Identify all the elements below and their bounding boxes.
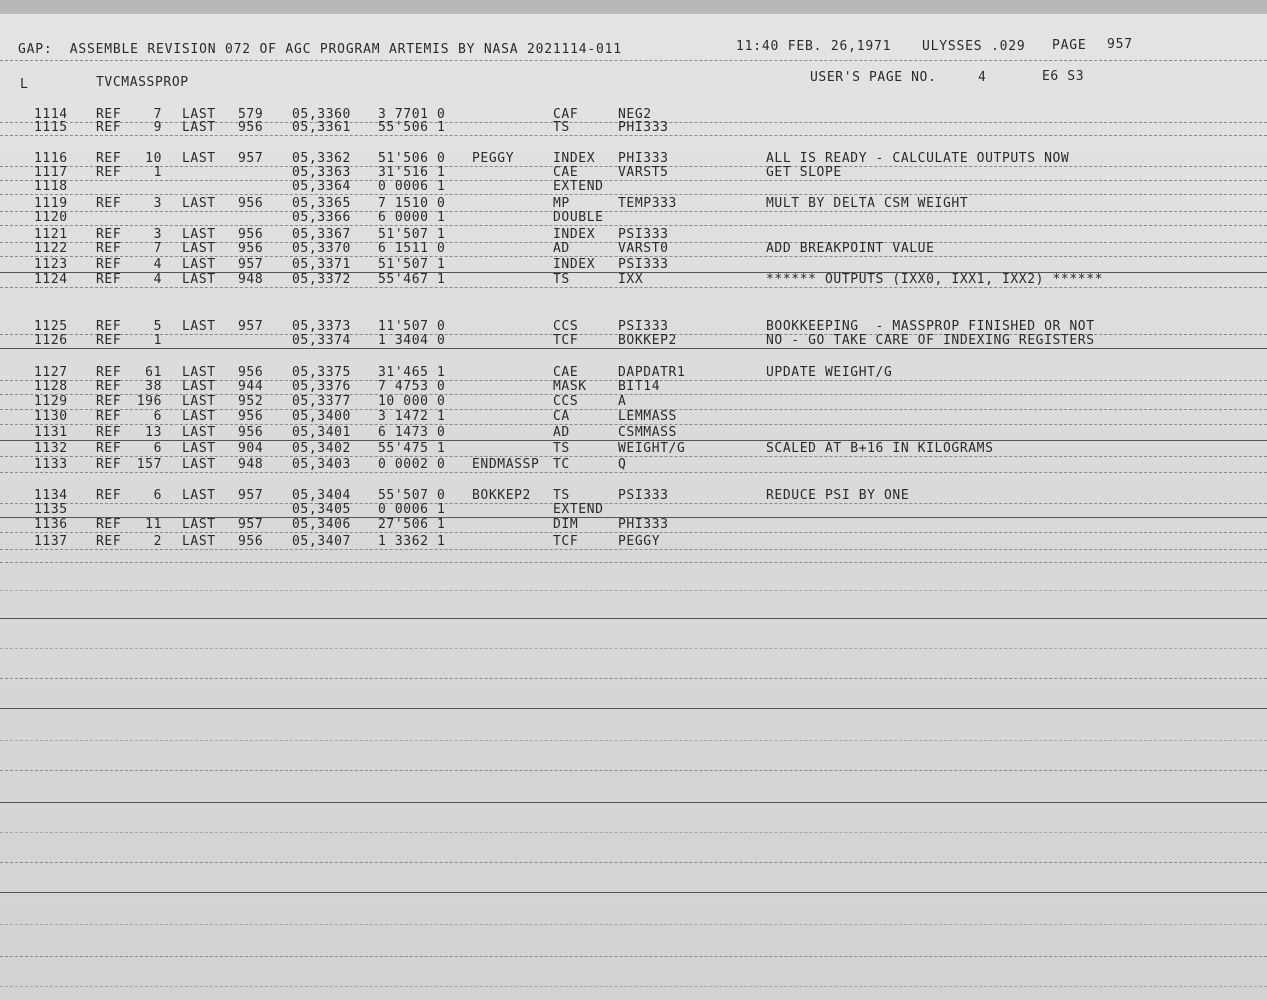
last-page: 957 (238, 257, 264, 272)
address: 05,3407 (292, 534, 351, 549)
line-number: 1128 (34, 379, 68, 394)
last-label: LAST (182, 534, 216, 549)
address: 05,3405 (292, 502, 351, 517)
row-rule (0, 180, 1267, 181)
last-page: 956 (238, 409, 264, 424)
octal-word: 6 1511 0 (378, 241, 446, 256)
comment: REDUCE PSI BY ONE (766, 488, 910, 503)
line-number: 1118 (34, 179, 68, 194)
address: 05,3377 (292, 394, 351, 409)
address: 05,3364 (292, 179, 351, 194)
row-rule (0, 348, 1267, 349)
comment: ADD BREAKPOINT VALUE (766, 241, 935, 256)
row-rule (0, 532, 1267, 533)
opcode: AD (553, 241, 570, 256)
opcode: TC (553, 457, 570, 472)
octal-word: 1 3404 0 (378, 333, 446, 348)
row-rule (0, 503, 1267, 504)
address: 05,3376 (292, 379, 351, 394)
last-page: 956 (238, 120, 264, 135)
address: 05,3363 (292, 165, 351, 180)
ref-count: 1 (153, 333, 162, 348)
ref-count: 1 (153, 165, 162, 180)
last-label: LAST (182, 425, 216, 440)
row-rule (0, 194, 1267, 195)
opcode: CAF (553, 107, 579, 122)
line-number: 1126 (34, 333, 68, 348)
opcode: DOUBLE (553, 210, 604, 225)
last-page: 956 (238, 534, 264, 549)
comment: NO - GO TAKE CARE OF INDEXING REGISTERS (766, 333, 1095, 348)
row-rule (0, 549, 1267, 550)
paper-rule (0, 590, 1267, 591)
opcode: INDEX (553, 257, 596, 272)
ref-count: 3 (153, 227, 162, 242)
opcode: INDEX (553, 151, 596, 166)
address: 05,3365 (292, 196, 351, 211)
column-letter: L (20, 77, 29, 92)
operand: CSMMASS (618, 425, 677, 440)
address: 05,3403 (292, 457, 351, 472)
last-label: LAST (182, 365, 216, 380)
address: 05,3370 (292, 241, 351, 256)
ref-label: REF (96, 441, 122, 456)
octal-word: 51'506 0 (378, 151, 446, 166)
last-label: LAST (182, 319, 216, 334)
last-page: 948 (238, 457, 264, 472)
octal-word: 3 1472 1 (378, 409, 446, 424)
last-page: 904 (238, 441, 264, 456)
octal-word: 31'516 1 (378, 165, 446, 180)
comment: ALL IS READY - CALCULATE OUTPUTS NOW (766, 151, 1070, 166)
paper-rule (0, 802, 1267, 803)
comment: UPDATE WEIGHT/G (766, 365, 893, 380)
header-rule (0, 60, 1267, 61)
address: 05,3375 (292, 365, 351, 380)
octal-word: 55'475 1 (378, 441, 446, 456)
last-label: LAST (182, 196, 216, 211)
address: 05,3361 (292, 120, 351, 135)
address: 05,3367 (292, 227, 351, 242)
line-number: 1133 (34, 457, 68, 472)
paper-rule (0, 562, 1267, 563)
last-page: 952 (238, 394, 264, 409)
opcode: TS (553, 441, 570, 456)
paper-rule (0, 956, 1267, 957)
last-label: LAST (182, 151, 216, 166)
opcode: CCS (553, 319, 579, 334)
last-label: LAST (182, 107, 216, 122)
line-number: 1114 (34, 107, 68, 122)
ref-label: REF (96, 241, 122, 256)
symbol-label: BOKKEP2 (472, 488, 531, 503)
row-rule (0, 287, 1267, 288)
opcode: TS (553, 272, 570, 287)
operand: TEMP333 (618, 196, 677, 211)
octal-word: 1 3362 1 (378, 534, 446, 549)
operand: PSI333 (618, 227, 669, 242)
opcode: TS (553, 120, 570, 135)
opcode: CCS (553, 394, 579, 409)
ref-label: REF (96, 319, 122, 334)
row-rule (0, 472, 1267, 473)
last-label: LAST (182, 120, 216, 135)
ref-label: REF (96, 272, 122, 287)
ref-count: 6 (153, 409, 162, 424)
ref-count: 4 (153, 272, 162, 287)
ref-count: 196 (136, 394, 162, 409)
operand: PSI333 (618, 488, 669, 503)
ref-label: REF (96, 120, 122, 135)
octal-word: 6 1473 0 (378, 425, 446, 440)
page-number: 957 (1107, 37, 1133, 52)
line-number: 1129 (34, 394, 68, 409)
line-number: 1125 (34, 319, 68, 334)
operand: PSI333 (618, 257, 669, 272)
paper-rule (0, 740, 1267, 741)
opcode: EXTEND (553, 179, 604, 194)
address: 05,3360 (292, 107, 351, 122)
last-page: 957 (238, 319, 264, 334)
ref-label: REF (96, 196, 122, 211)
comment: MULT BY DELTA CSM WEIGHT (766, 196, 969, 211)
last-page: 957 (238, 151, 264, 166)
ref-count: 4 (153, 257, 162, 272)
ref-count: 6 (153, 488, 162, 503)
ref-label: REF (96, 488, 122, 503)
line-number: 1122 (34, 241, 68, 256)
ref-count: 2 (153, 534, 162, 549)
operand: PHI333 (618, 151, 669, 166)
ref-label: REF (96, 333, 122, 348)
line-number: 1137 (34, 534, 68, 549)
line-number: 1115 (34, 120, 68, 135)
ref-label: REF (96, 365, 122, 380)
line-number: 1131 (34, 425, 68, 440)
address: 05,3401 (292, 425, 351, 440)
opcode: INDEX (553, 227, 596, 242)
opcode: CAE (553, 365, 579, 380)
last-page: 579 (238, 107, 264, 122)
ref-label: REF (96, 409, 122, 424)
ref-label: REF (96, 517, 122, 532)
operand: PEGGY (618, 534, 661, 549)
last-label: LAST (182, 394, 216, 409)
opcode: TS (553, 488, 570, 503)
last-label: LAST (182, 241, 216, 256)
octal-word: 7 4753 0 (378, 379, 446, 394)
operand: LEMMASS (618, 409, 677, 424)
line-number: 1127 (34, 365, 68, 380)
line-number: 1136 (34, 517, 68, 532)
ref-label: REF (96, 425, 122, 440)
paper-rule (0, 924, 1267, 925)
paper-rule (0, 832, 1267, 833)
last-label: LAST (182, 257, 216, 272)
operand: WEIGHT/G (618, 441, 686, 456)
operand: Q (618, 457, 627, 472)
opcode: TCF (553, 534, 579, 549)
paper-rule (0, 986, 1267, 987)
last-page: 956 (238, 425, 264, 440)
paper-rule (0, 648, 1267, 649)
row-rule (0, 211, 1267, 212)
ref-label: REF (96, 379, 122, 394)
octal-word: 55'507 0 (378, 488, 446, 503)
last-page: 948 (238, 272, 264, 287)
ref-count: 9 (153, 120, 162, 135)
line-number: 1135 (34, 502, 68, 517)
line-number: 1120 (34, 210, 68, 225)
comment: GET SLOPE (766, 165, 842, 180)
operand: PSI333 (618, 319, 669, 334)
last-page: 956 (238, 365, 264, 380)
ref-count: 13 (145, 425, 162, 440)
paper-rule (0, 892, 1267, 893)
address: 05,3402 (292, 441, 351, 456)
line-number: 1117 (34, 165, 68, 180)
last-page: 956 (238, 227, 264, 242)
last-label: LAST (182, 409, 216, 424)
comment: BOOKKEEPING - MASSPROP FINISHED OR NOT (766, 319, 1095, 334)
last-page: 957 (238, 488, 264, 503)
line-number: 1119 (34, 196, 68, 211)
octal-word: 55'467 1 (378, 272, 446, 287)
address: 05,3374 (292, 333, 351, 348)
assembly-title: GAP: ASSEMBLE REVISION 072 OF AGC PROGRAM ARTEMIS BY NASA 2021114-011 (18, 42, 622, 57)
paper-rule (0, 862, 1267, 863)
paper-rule (0, 708, 1267, 709)
octal-word: 0 0006 1 (378, 179, 446, 194)
opcode: CA (553, 409, 570, 424)
address: 05,3404 (292, 488, 351, 503)
operand: BOKKEP2 (618, 333, 677, 348)
comment: ****** OUTPUTS (IXX0, IXX1, IXX2) ****** (766, 272, 1104, 287)
ref-count: 11 (145, 517, 162, 532)
comment: SCALED AT B+16 IN KILOGRAMS (766, 441, 994, 456)
users-page-label: USER'S PAGE NO. (810, 70, 937, 85)
ref-count: 7 (153, 241, 162, 256)
opcode: AD (553, 425, 570, 440)
opcode: EXTEND (553, 502, 604, 517)
last-label: LAST (182, 441, 216, 456)
opcode: MASK (553, 379, 587, 394)
line-number: 1123 (34, 257, 68, 272)
ref-label: REF (96, 227, 122, 242)
octal-word: 51'507 1 (378, 257, 446, 272)
ref-label: REF (96, 151, 122, 166)
address: 05,3406 (292, 517, 351, 532)
ref-count: 6 (153, 441, 162, 456)
ref-label: REF (96, 394, 122, 409)
last-page: 956 (238, 196, 264, 211)
operand: A (618, 394, 627, 409)
octal-word: 10 000 0 (378, 394, 446, 409)
operand: DAPDATR1 (618, 365, 686, 380)
address: 05,3372 (292, 272, 351, 287)
operand: VARST5 (618, 165, 669, 180)
operand: BIT14 (618, 379, 661, 394)
opcode: DIM (553, 517, 579, 532)
page-label: PAGE (1052, 38, 1087, 53)
octal-word: 0 0002 0 (378, 457, 446, 472)
section-code: E6 S3 (1042, 69, 1085, 84)
ref-count: 61 (145, 365, 162, 380)
line-number: 1130 (34, 409, 68, 424)
opcode: TCF (553, 333, 579, 348)
last-label: LAST (182, 227, 216, 242)
line-number: 1116 (34, 151, 68, 166)
last-label: LAST (182, 457, 216, 472)
last-page: 957 (238, 517, 264, 532)
ref-label: REF (96, 107, 122, 122)
address: 05,3400 (292, 409, 351, 424)
ref-count: 38 (145, 379, 162, 394)
log-section-name: TVCMASSPROP (96, 75, 189, 90)
operand: IXX (618, 272, 644, 287)
ref-label: REF (96, 534, 122, 549)
address: 05,3371 (292, 257, 351, 272)
address: 05,3366 (292, 210, 351, 225)
users-page-number: 4 (978, 70, 987, 85)
operand: NEG2 (618, 107, 652, 122)
last-label: LAST (182, 272, 216, 287)
octal-word: 27'506 1 (378, 517, 446, 532)
last-label: LAST (182, 517, 216, 532)
timestamp: 11:40 FEB. 26,1971 (736, 39, 892, 54)
octal-word: 55'506 1 (378, 120, 446, 135)
address: 05,3373 (292, 319, 351, 334)
address: 05,3362 (292, 151, 351, 166)
ref-count: 3 (153, 196, 162, 211)
octal-word: 11'507 0 (378, 319, 446, 334)
last-page: 944 (238, 379, 264, 394)
octal-word: 3 7701 0 (378, 107, 446, 122)
row-rule (0, 225, 1267, 226)
ref-label: REF (96, 165, 122, 180)
last-label: LAST (182, 488, 216, 503)
paper-rule (0, 618, 1267, 619)
ref-label: REF (96, 457, 122, 472)
operand: VARST0 (618, 241, 669, 256)
opcode: MP (553, 196, 570, 211)
opcode: CAE (553, 165, 579, 180)
octal-word: 51'507 1 (378, 227, 446, 242)
paper-rule (0, 770, 1267, 771)
operand: PHI333 (618, 517, 669, 532)
symbol-label: ENDMASSP (472, 457, 540, 472)
line-number: 1121 (34, 227, 68, 242)
line-number: 1132 (34, 441, 68, 456)
ref-label: REF (96, 257, 122, 272)
operand: PHI333 (618, 120, 669, 135)
octal-word: 31'465 1 (378, 365, 446, 380)
ref-count: 157 (136, 457, 162, 472)
paper-rule (0, 678, 1267, 679)
ref-count: 10 (145, 151, 162, 166)
line-number: 1134 (34, 488, 68, 503)
octal-word: 0 0006 1 (378, 502, 446, 517)
octal-word: 7 1510 0 (378, 196, 446, 211)
ref-count: 7 (153, 107, 162, 122)
last-label: LAST (182, 379, 216, 394)
octal-word: 6 0000 1 (378, 210, 446, 225)
symbol-label: PEGGY (472, 151, 515, 166)
line-number: 1124 (34, 272, 68, 287)
row-rule (0, 135, 1267, 136)
last-page: 956 (238, 241, 264, 256)
build-id: ULYSSES .029 (922, 39, 1026, 54)
ref-count: 5 (153, 319, 162, 334)
